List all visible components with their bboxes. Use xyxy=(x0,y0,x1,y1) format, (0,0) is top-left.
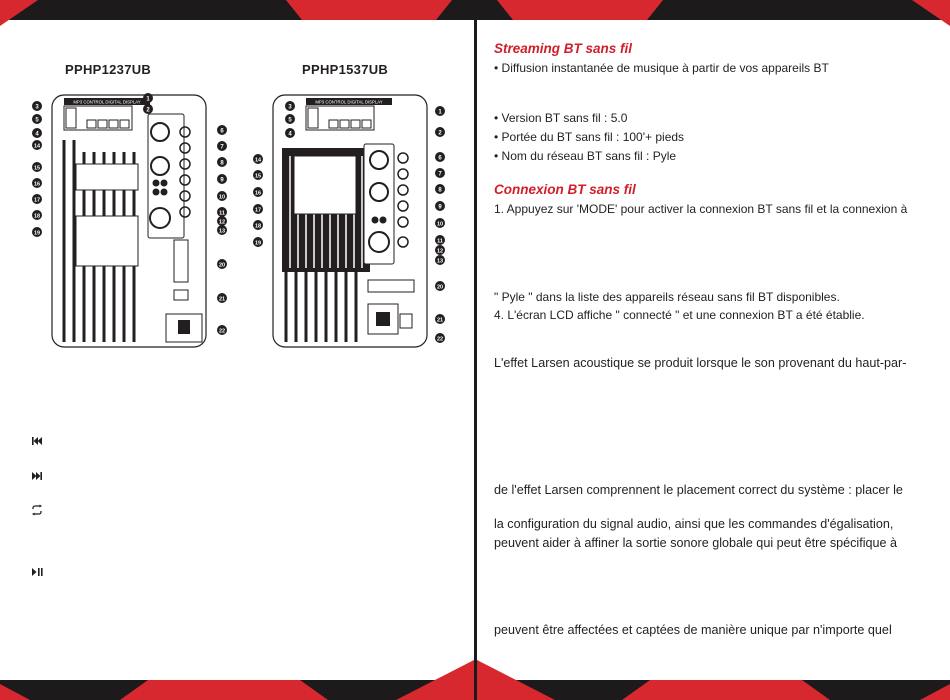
model-title-1537: PPHP1537UB xyxy=(302,62,389,77)
page-spine xyxy=(474,0,477,700)
svg-text:22: 22 xyxy=(218,328,226,335)
rear-panel-diagram-1537 xyxy=(268,92,450,354)
larsen-line-3: la configuration du signal audio, ainsi que les commandes d'égalisation, xyxy=(494,517,894,531)
svg-text:9: 9 xyxy=(438,204,442,211)
svg-text:21: 21 xyxy=(218,296,226,303)
svg-text:19: 19 xyxy=(254,240,262,247)
svg-text:4: 4 xyxy=(35,131,39,138)
svg-text:6: 6 xyxy=(220,128,224,135)
rear-panel-diagram-1237 xyxy=(30,92,235,354)
svg-text:20: 20 xyxy=(218,262,226,269)
svg-text:13: 13 xyxy=(218,228,226,235)
svg-text:12: 12 xyxy=(218,219,226,226)
svg-text:3: 3 xyxy=(288,104,292,111)
connection-step-1: 1. Appuyez sur 'MODE' pour activer la connexion BT sans fil et la connexion à xyxy=(494,202,908,216)
connection-pyle-line: " Pyle " dans la liste des appareils réseau sans fil BT disponibles. xyxy=(494,290,840,304)
connection-step-4: 4. L'écran LCD affiche " connecté " et une connexion BT a été établie. xyxy=(494,308,865,322)
svg-text:18: 18 xyxy=(33,213,41,220)
svg-text:2: 2 xyxy=(438,130,442,137)
svg-text:10: 10 xyxy=(436,221,444,228)
svg-text:11: 11 xyxy=(219,210,225,217)
svg-text:8: 8 xyxy=(438,187,442,194)
previous-track-icon xyxy=(30,434,44,448)
svg-text:13: 13 xyxy=(436,258,444,265)
svg-text:20: 20 xyxy=(436,284,444,291)
svg-text:MP3 CONTROL DIGITAL DISPLAY: MP3 CONTROL DIGITAL DISPLAY xyxy=(315,99,383,105)
svg-text:14: 14 xyxy=(254,157,262,164)
svg-text:1: 1 xyxy=(146,96,150,103)
larsen-line-1: L'effet Larsen acoustique se produit lorsque le son provenant du haut-par- xyxy=(494,356,907,370)
svg-text:15: 15 xyxy=(33,165,41,172)
svg-text:11: 11 xyxy=(437,238,443,245)
svg-text:8: 8 xyxy=(220,160,224,167)
svg-text:7: 7 xyxy=(438,171,442,178)
svg-text:1: 1 xyxy=(438,109,442,116)
svg-text:10: 10 xyxy=(218,194,226,201)
svg-text:5: 5 xyxy=(288,117,292,124)
display-label: MP3 CONTROL DIGITAL DISPLAY xyxy=(73,99,141,105)
connection-heading: Connexion BT sans fil xyxy=(494,182,636,197)
callouts-1537-left xyxy=(246,92,270,354)
svg-text:7: 7 xyxy=(220,144,224,151)
svg-text:22: 22 xyxy=(436,336,444,343)
bt-range: • Portée du BT sans fil : 100'+ pieds xyxy=(494,130,685,144)
next-track-icon xyxy=(30,469,44,483)
svg-text:5: 5 xyxy=(35,117,39,124)
svg-text:16: 16 xyxy=(33,181,41,188)
svg-text:15: 15 xyxy=(254,173,262,180)
svg-text:6: 6 xyxy=(438,155,442,162)
larsen-line-5: peuvent être affectées et captées de manière unique par n'importe quel xyxy=(494,623,892,637)
svg-text:3: 3 xyxy=(35,104,39,111)
svg-text:14: 14 xyxy=(33,143,41,150)
svg-text:21: 21 xyxy=(436,317,444,324)
model-title-1237: PPHP1237UB xyxy=(65,62,152,77)
callouts-1237 xyxy=(32,93,227,335)
repeat-icon xyxy=(30,503,44,517)
streaming-line-1: • Diffusion instantanée de musique à partir de vos appareils BT xyxy=(494,61,829,75)
larsen-line-2: de l'effet Larsen comprennent le placement correct du système : placer le xyxy=(494,483,903,497)
svg-text:2: 2 xyxy=(146,107,150,114)
svg-text:17: 17 xyxy=(33,197,41,204)
svg-text:17: 17 xyxy=(254,207,262,214)
svg-text:19: 19 xyxy=(33,230,41,237)
bt-version: • Version BT sans fil : 5.0 xyxy=(494,111,628,125)
bt-network-name: • Nom du réseau BT sans fil : Pyle xyxy=(494,149,677,163)
svg-text:12: 12 xyxy=(436,248,444,255)
larsen-line-4: peuvent aider à affiner la sortie sonore globale qui peut être spécifique à xyxy=(494,536,898,550)
svg-text:4: 4 xyxy=(288,131,292,138)
streaming-heading: Streaming BT sans fil xyxy=(494,41,633,56)
svg-text:18: 18 xyxy=(254,223,262,230)
play-pause-icon xyxy=(30,565,44,579)
svg-text:9: 9 xyxy=(220,177,224,184)
svg-text:16: 16 xyxy=(254,190,262,197)
